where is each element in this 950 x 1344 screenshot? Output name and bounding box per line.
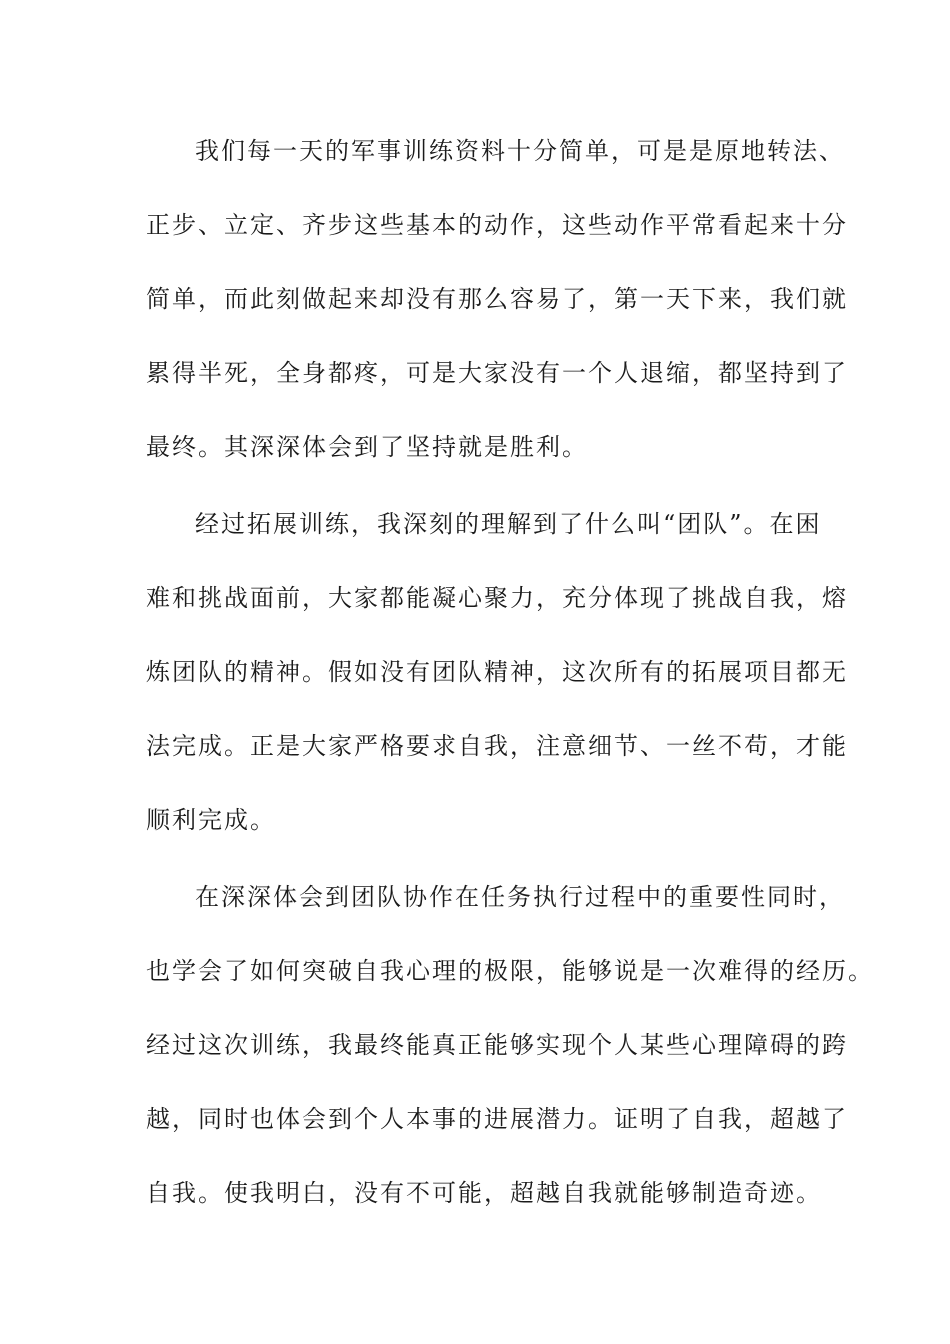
paragraph-3-line-3: 经过这次训练，我最终能真正能够实现个人某些心理障碍的跨 [146,1031,848,1059]
paragraph-2-line-1: 经过拓展训练，我深刻的理解到了什么叫“团队”。在困 [195,510,822,538]
paragraph-2-line-5: 顺利完成。 [146,806,276,834]
paragraph-2-line-2: 难和挑战面前，大家都能凝心聚力，充分体现了挑战自我，熔 [146,584,848,612]
paragraph-1-line-1: 我们每一天的军事训练资料十分简单，可是是原地转法、 [195,137,845,165]
paragraph-2-line-4: 法完成。正是大家严格要求自我，注意细节、一丝不苟，才能 [146,732,848,760]
paragraph-1-line-3: 简单，而此刻做起来却没有那么容易了，第一天下来，我们就 [146,285,848,313]
paragraph-3-line-4: 越，同时也体会到个人本事的进展潜力。证明了自我，超越了 [146,1105,848,1133]
paragraph-3-line-1: 在深深体会到团队协作在任务执行过程中的重要性同时， [195,883,845,911]
paragraph-1-line-2: 正步、立定、齐步这些基本的动作，这些动作平常看起来十分 [146,211,848,239]
paragraph-3-line-2: 也学会了如何突破自我心理的极限，能够说是一次难得的经历。 [146,957,874,985]
paragraph-2-line-3: 炼团队的精神。假如没有团队精神，这次所有的拓展项目都无 [146,658,848,686]
paragraph-3-line-5: 自我。使我明白，没有不可能，超越自我就能够制造奇迹。 [146,1179,822,1207]
paragraph-1-line-5: 最终。其深深体会到了坚持就是胜利。 [146,433,588,461]
paragraph-1-line-4: 累得半死，全身都疼，可是大家没有一个人退缩，都坚持到了 [146,359,848,387]
